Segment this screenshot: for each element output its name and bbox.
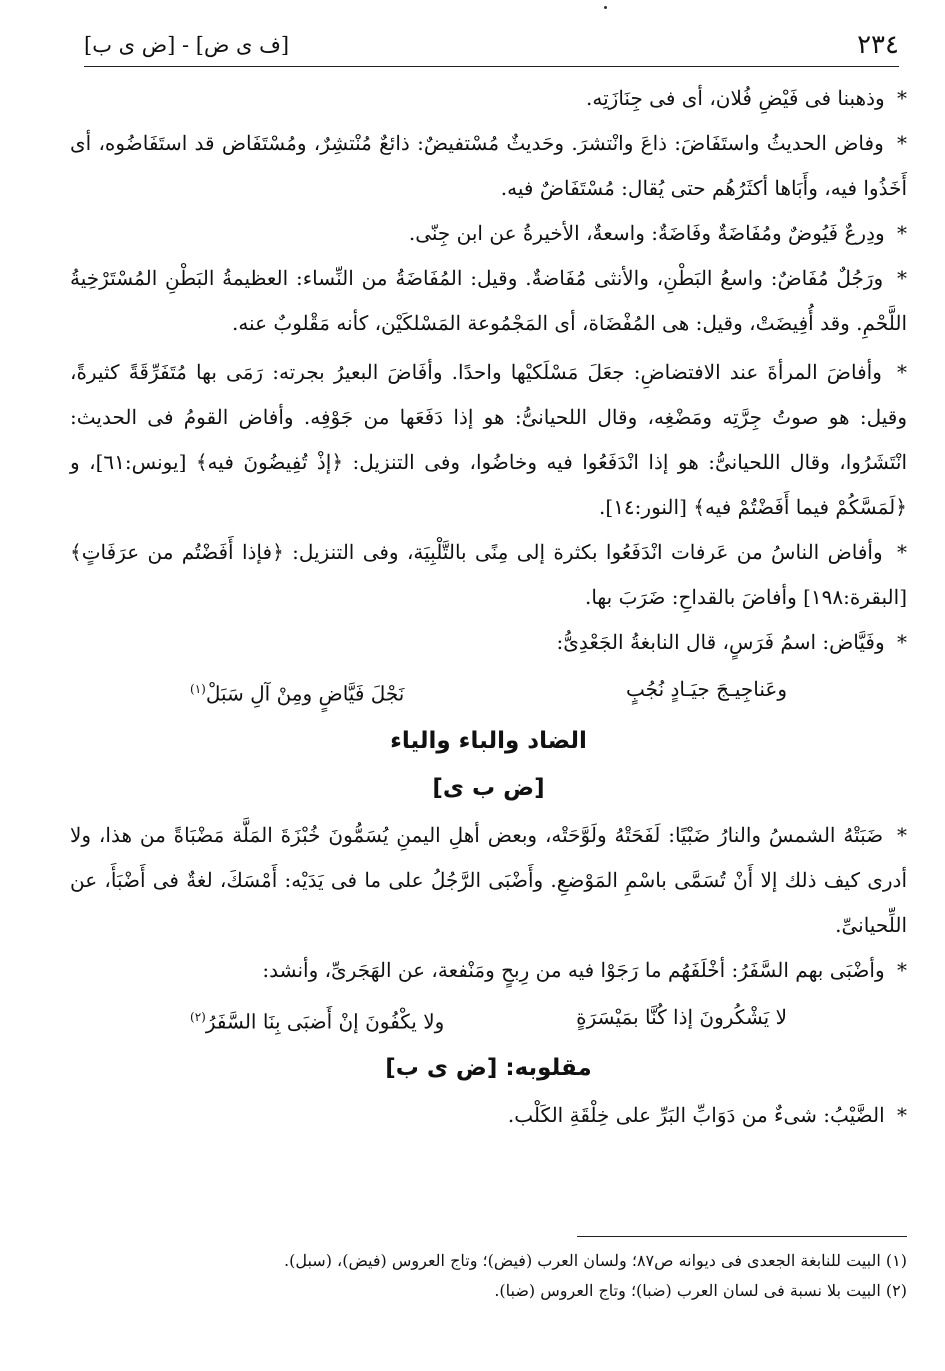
footnotes [70, 1246, 907, 1306]
entry-star: * [897, 131, 907, 155]
footnote-2: (٢) البيت بلا نسبة فى لسان العرب (ضبا)؛ وتاج العروس (ضبا). [494, 1281, 907, 1300]
footnote-ref: (٢) [190, 1009, 206, 1024]
entry-fada-alhadith [70, 121, 907, 211]
entry-star: * [897, 221, 907, 245]
verse-nabigha [70, 667, 907, 717]
body-text [70, 76, 907, 1138]
entry-text: ضَبَتْهُ الشمسُ والنارُ ضَبْيًا: لَفَحَتْهُ ولَوَّحَتْه، وبعض أهلِ اليمنِ يُسَمُّونَ خُبْزَةَ المَلَّة مَضْبَاةً من هذا، ولا أدرى كيف ذلك إلا أَنْ تُسَمَّى باسْمِ المَوْضعِ. وأَضْبَى الرَّجُلُ على ما فى يَدَيْه: أَمْسَكَ، لغةٌ فى أَضْبَأَ، عن اللِّحيانىِّ. [70, 822, 907, 937]
entry-afada-alnas [70, 530, 907, 620]
header-rule [84, 66, 899, 67]
entry-dayb [70, 1093, 907, 1138]
running-head [84, 28, 899, 62]
entry-star: * [897, 540, 907, 564]
entry-dir-fayud [70, 211, 907, 256]
footnote-1: (١) البيت للنابغة الجعدى فى ديوانه ص٨٧؛ ولسان العرب (فيض)؛ وتاج العروس (فيض)، (سبل). [284, 1251, 907, 1270]
entry-star: * [897, 822, 907, 847]
entry-afada-almaraa [70, 350, 907, 530]
verse-second-hemistich: نَجْلَ فَيَّاضٍ ومِنْ آلِ سَبَلْ$^{(١)}$ [190, 681, 405, 706]
scan-dot [604, 6, 607, 9]
entry-text: وأفاض الناسُ من عَرفات انْدَفَعُوا بكثرة إلى مِنًى بالتَّلْبِيَة، وفى التنزيل: ﴿فإذا أَفَضْتُم من عرَفَاتٍ﴾ [البقرة:١٩٨] وأفاضَ بالقداحِ: ضَرَبَ بها. [70, 540, 907, 609]
entry-star: * [897, 957, 907, 982]
entry-fayd-janaza [70, 76, 907, 121]
entry-star: * [897, 360, 908, 384]
entry-dabathu [70, 813, 907, 948]
entry-rajul-mufad [70, 256, 907, 346]
entry-text: وأفاضَ المرأةَ عند الافتضاضِ: جعَلَ مَسْلَكيْها واحدًا. وأفَاضَ البعيرُ بجرته: رَمَى بها مُتَفَرِّقَةً كثيرةً، وقيل: هو صوتُ جِرَّتِه ومَضْغِه، وقال اللحيانىُّ: هو إذا دَفَعَها من جَوْفِه. وأفاض القومُ فى الحديث: انْتَشَرُوا، وقال اللحيانىُّ: هو إذا انْدَفَعُوا فيه وخاضُوا، وفى التنزيل: ﴿إذْ تُفِيضُونَ فيه﴾ [يونس:٦١]، و ﴿لَمَسَّكُمْ فيما أَفَضْتُمْ فيه﴾ [النور:١٤]. [70, 360, 907, 519]
verse-second-hemistich: ولا يكْفُونَ إنْ أَضبَى بِنَا السَّفَرُ$^{(٢)}$ [190, 1009, 445, 1034]
entry-text: وفاض الحديثُ واستَفَاضَ: ذاعَ وانْتشرَ. وحَديثٌ مُسْتفيضٌ: ذائعٌ مُنْتشِرٌ، ومُسْتَفَاض قد استَفَاضُوه، أى أَخَذُوا فيه، وأَبَاها أكثَرُهُم حتى يُقال: مُسْتَفَاضٌ فيه. [70, 131, 907, 200]
entry-text: وفَيَّاض: اسمُ فَرَسٍ، قال النابغةُ الجَعْدِىُّ: [556, 630, 885, 654]
entry-text: وأضْبَى بهم السَّفَرُ: أخْلَفَهُم ما رَجَوْا فيه من رِبحٍ ومَنْفعة، عن الهَجَرىِّ، وأنشد: [262, 957, 885, 982]
verse-hajari [70, 995, 907, 1045]
entry-text: ودِرعٌ فَيُوضٌ ومُفَاضَةٌ وفَاضَةٌ: واسعةٌ، الأخيرةُ عن ابن جِنّى. [408, 221, 885, 245]
section-title: الضاد والباء والياء [390, 727, 587, 754]
entry-fayyad [70, 620, 907, 665]
entry-text: ورَجُلٌ مُفَاضٌ: واسعُ البَطْنِ، والأنثى مُفَاضةٌ. وقيل: المُفَاضَةُ من النِّساء: العظيمةُ البَطْنِ المُسْتَرْخِيةُ اللَّحْمِ. وقد أُفِيضَتْ، وقيل: هى المُفْضَاة، أى المَجْمُوعة المَسْلكَيْن، كأنه مَقْلوبٌ عنه. [70, 266, 907, 335]
root-title: [ض ب ى] [432, 774, 545, 801]
entry-text: الضَّيْبُ: شىءٌ من دَوَابِّ البَرِّ على خِلْقَةِ الكَلْب. [507, 1103, 885, 1128]
page-number: ٢٣٤ [857, 30, 899, 60]
entry-star: * [897, 1103, 907, 1128]
footnote-ref: (١) [190, 682, 206, 696]
entry-star: * [897, 86, 907, 110]
entry-text: وذهبنا فى فَيْضِ فُلان، أى فى جِنَازَتِه. [586, 86, 885, 110]
running-title: [ف ى ض] - [ض ى ب] [84, 33, 290, 57]
maqlub-title: مقلوبه: [ض ى ب] [385, 1055, 592, 1082]
verse-first-hemistich: لا يَشْكُرونَ إذا كُنَّا بمَيْسَرَةٍ [576, 1004, 787, 1029]
entry-star: * [897, 630, 907, 654]
footnote-rule [577, 1236, 907, 1237]
entry-adba-bihim [70, 948, 907, 993]
verse-first-hemistich: وعَناجِيـجَ جيَـادٍ نُجُبٍ [626, 677, 787, 701]
entry-star: * [897, 266, 908, 290]
